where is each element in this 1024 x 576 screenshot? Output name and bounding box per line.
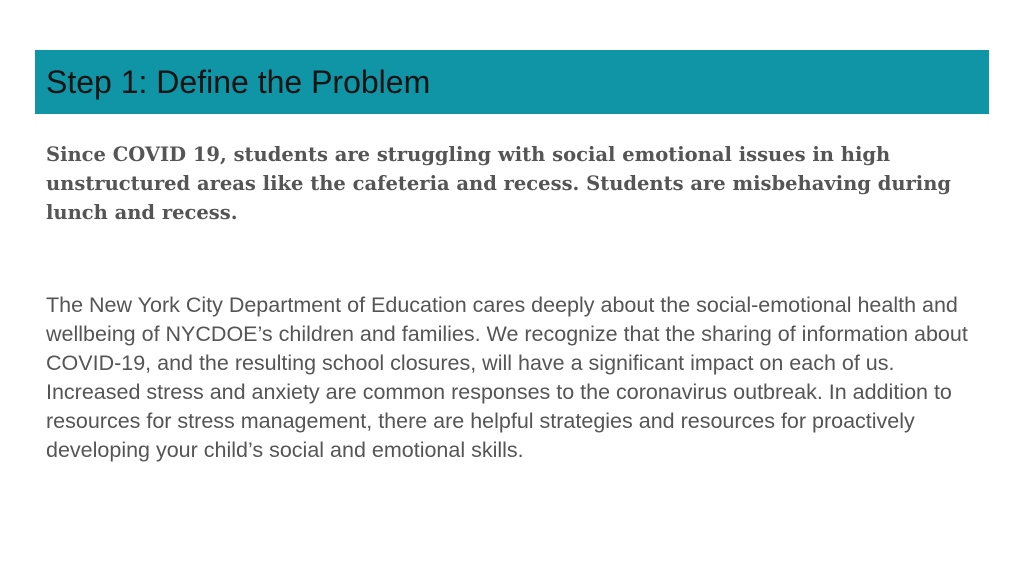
context-paragraph: The New York City Department of Education cares deeply about the social-emotional health and wellbeing of NYCDOE’s children and families. We recognize that the sharing of information about COVID-19, and the resulting school closures, will have a significant impact on each of us. Increased stress and anxiety are common responses to the coronavirus outbreak. In addition to resources for stress management, there are helpful strategies and resources for proactively developing your child’s social and emotional skills. (46, 293, 968, 462)
slide-title: Step 1: Define the Problem (46, 64, 431, 100)
title-bar (35, 50, 989, 114)
problem-statement: Since COVID 19, students are struggling with social emotional issues in high unstructured areas like the cafeteria and recess. Students are misbehaving during lunch and recess. (46, 143, 952, 224)
